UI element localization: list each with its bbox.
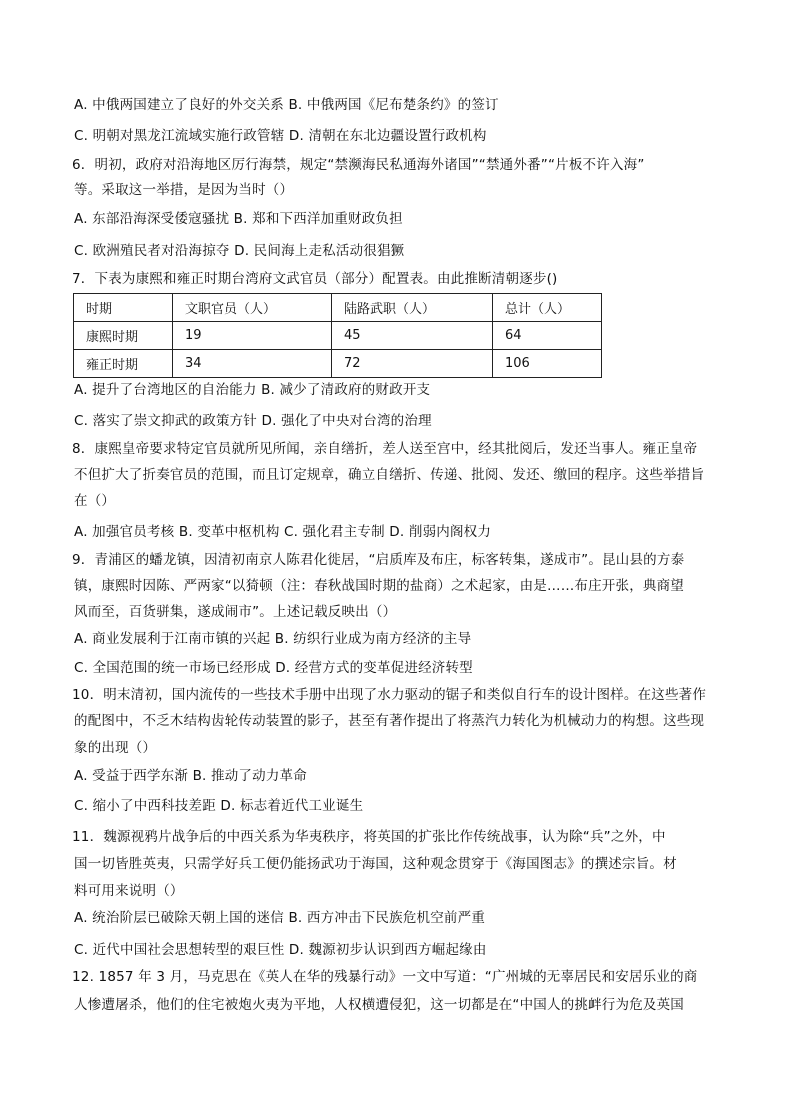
table-header-cell: 陆路武职（人） bbox=[332, 294, 493, 322]
q10-stem-line3: 象的出现（） bbox=[74, 740, 157, 756]
q10-options-ab: A. 受益于西学东渐 B. 推动了动力革命 bbox=[74, 768, 307, 784]
q6-stem-line2: 等。采取这一举措，是因为当时（） bbox=[74, 182, 294, 198]
q7-options-ab: A. 提升了台湾地区的自治能力 B. 减少了清政府的财政开支 bbox=[74, 382, 431, 398]
q8-options: A. 加强官员考核 B. 变革中枢机构 C. 强化君主专制 D. 削弱内阁权力 bbox=[74, 524, 492, 540]
table-row bbox=[74, 350, 602, 378]
table-header-row bbox=[74, 294, 602, 322]
q10-options-cd: C. 缩小了中西科技差距 D. 标志着近代工业诞生 bbox=[74, 798, 364, 814]
q5-options-cd: C. 明朝对黑龙江流域实施行政管辖 D. 清朝在东北边疆设置行政机构 bbox=[74, 128, 487, 144]
q7-stem: 7．下表为康熙和雍正时期台湾府文武官员（部分）配置表。由此推断清朝逐步() bbox=[72, 271, 558, 287]
q10-stem-line1: 10．明末清初，国内流传的一些技术手册中出现了水力驱动的锯子和类似自行车的设计图样。在这些著作 bbox=[72, 687, 707, 703]
q8-stem-line2: 不但扩大了折奏官员的范围，而且订定规章，确立自缮折、传递、批阅、发还、缴回的程序。这些举措旨 bbox=[74, 467, 705, 483]
q11-stem-line3: 料可用来说明（） bbox=[74, 883, 184, 899]
table-header-cell: 时期 bbox=[74, 294, 173, 322]
q10-stem-line2: 的配图中，不乏木结构齿轮传动装置的影子，甚至有著作提出了将蒸汽力转化为机械动力的构想。这些现 bbox=[74, 713, 705, 729]
q9-stem-line2: 镇，康熙时因陈、严两家“以猗顿（注：春秋战国时期的盐商）之术起家，由是……布庄开张，典商望 bbox=[74, 578, 684, 594]
officials-table bbox=[73, 293, 602, 378]
q6-stem-line1: 6．明初，政府对沿海地区厉行海禁，规定“禁濒海民私通海外诸国”“禁通外番”“片板不许入海” bbox=[72, 157, 645, 173]
q11-options-cd: C. 近代中国社会思想转型的艰巨性 D. 魏源初步认识到西方崛起缘由 bbox=[74, 942, 487, 958]
table-cell: 雍正时期 bbox=[74, 350, 173, 378]
q9-options-cd: C. 全国范围的统一市场已经形成 D. 经营方式的变革促进经济转型 bbox=[74, 660, 473, 676]
q5-options-ab: A. 中俄两国建立了良好的外交关系 B. 中俄两国《尼布楚条约》的签订 bbox=[74, 97, 499, 113]
table-cell: 19 bbox=[173, 322, 332, 350]
q9-stem-line1: 9．青浦区的蟠龙镇，因清初南京人陈君化徙居，“启质库及布庄，标客转集，遂成市”。昆山县的方泰 bbox=[72, 552, 685, 568]
table-cell: 康熙时期 bbox=[74, 322, 173, 350]
table-header-cell: 总计（人） bbox=[493, 294, 602, 322]
q12-stem-line2: 人惨遭屠杀，他们的住宅被炮火夷为平地，人权横遭侵犯，这一切都是在“中国人的挑衅行为危及英国 bbox=[74, 997, 684, 1013]
q6-options-ab: A. 东部沿海深受倭寇骚扰 B. 郑和下西洋加重财政负担 bbox=[74, 211, 403, 227]
q9-stem-line3: 风而至，百货骈集，遂成闹市”。上述记载反映出（） bbox=[74, 604, 397, 620]
q12-stem-line1: 12. 1857 年 3 月，马克思在《英人在华的残暴行动》一文中写道：“广州城的无辜居民和安居乐业的商 bbox=[72, 969, 698, 985]
table-cell: 34 bbox=[173, 350, 332, 378]
q6-options-cd: C. 欧洲殖民者对沿海掠夺 D. 民间海上走私活动很猖獗 bbox=[74, 243, 405, 259]
table-cell: 72 bbox=[332, 350, 493, 378]
table-cell: 106 bbox=[493, 350, 602, 378]
q9-options-ab: A. 商业发展利于江南市镇的兴起 B. 纺织行业成为南方经济的主导 bbox=[74, 631, 472, 647]
table-cell: 45 bbox=[332, 322, 493, 350]
q8-stem-line3: 在（） bbox=[74, 493, 116, 509]
q11-stem-line1: 11．魏源视鸦片战争后的中西关系为华夷秩序，将英国的扩张比作传统战事，认为除“兵”之外，中 bbox=[72, 829, 666, 845]
table-header-cell: 文职官员（人） bbox=[173, 294, 332, 322]
q7-options-cd: C. 落实了崇文抑武的政策方针 D. 强化了中央对台湾的治理 bbox=[74, 413, 432, 429]
q8-stem-line1: 8．康熙皇帝要求特定官员就所见所闻，亲自缮折，差人送至宫中，经其批阅后，发还当事人。雍正皇帝 bbox=[72, 441, 698, 457]
q11-stem-line2: 国一切皆胜英夷，只需学好兵工便仍能扬武功于海国，这种观念贯穿于《海国图志》的撰述宗旨。材 bbox=[74, 856, 677, 872]
q11-options-ab: A. 统治阶层已破除天朝上国的迷信 B. 西方冲击下民族危机空前严重 bbox=[74, 910, 486, 926]
table-cell: 64 bbox=[493, 322, 602, 350]
table-row bbox=[74, 322, 602, 350]
